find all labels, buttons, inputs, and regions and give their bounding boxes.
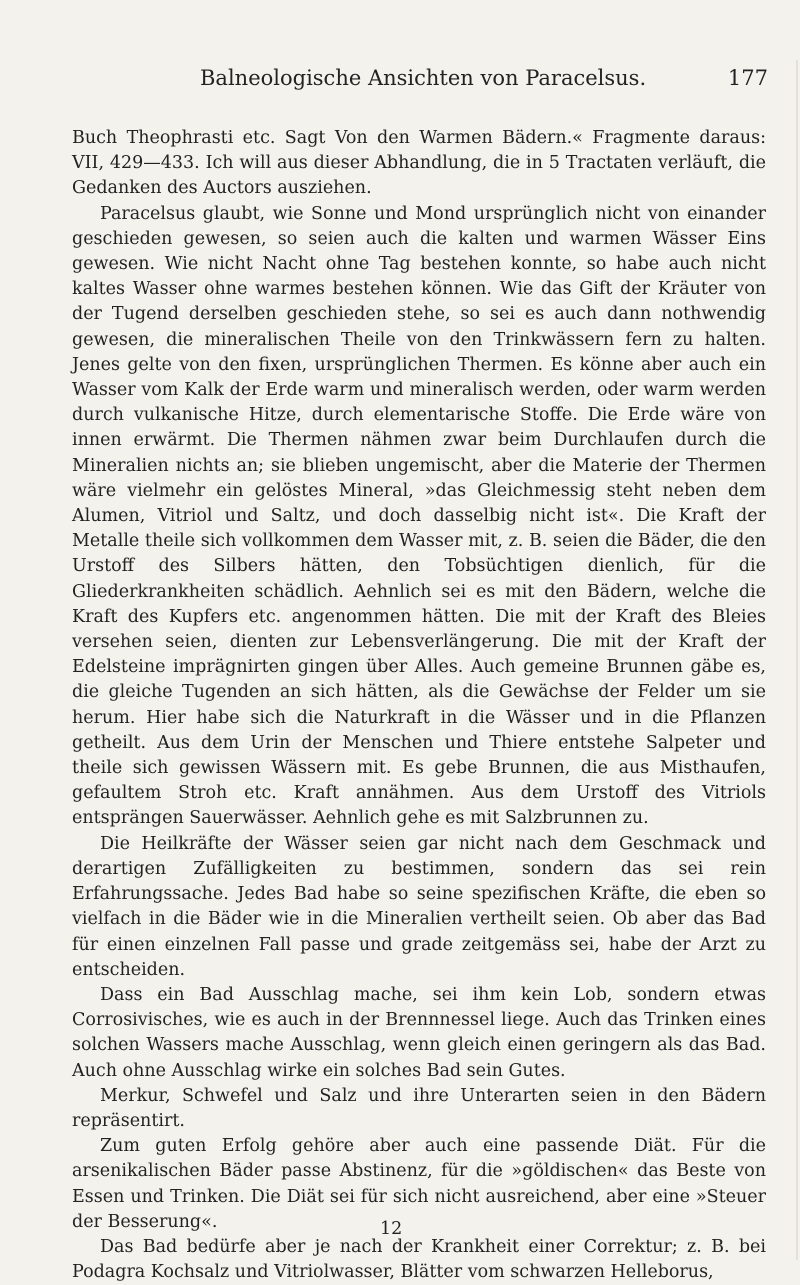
paragraph: Die Heilkräfte der Wässer seien gar nicht nach dem Geschmack und derartigen Zufälligkeiten zu bestimmen, sondern das sei rein Erfahrungssache. Jedes Bad habe so seine spezifischen Kräfte, die eben so vielfach in die Bäder wie in die Mineralien vertheilt seien. Ob aber das Bad für einen einzelnen Fall passe und grade zeitgemäss sei, habe der Arzt zu entscheiden. xyxy=(72,833,766,980)
paragraph: Dass ein Bad Ausschlag mache, sei ihm kein Lob, sondern etwas Corrosivisches, wie es auch in der Brennnessel liege. Auch das Trinken eines solchen Wassers mache Ausschlag, wenn gleich einen geringern als das Bad. Auch ohne Ausschlag wirke ein solches Bad sein Gutes. xyxy=(72,984,766,1081)
paragraph: Paracelsus glaubt, wie Sonne und Mond ursprünglich nicht von einander geschieden gewesen, so seien auch die kalten und warmen Wässer Eins gewesen. Wie nicht Nacht ohne Tag bestehen konnte, so habe auch nicht kaltes Wasser ohne warmes bestehen können. Wie das Gift der Kräuter von der Tugend derselben geschieden stehe, so sei es auch dann nothwendig gewesen, die mineralischen Theile von den Trinkwässern fern zu halten. Jenes gelte von den fixen, ursprünglichen Thermen. Es könne aber auch ein Wasser vom Kalk der Erde warm und mineralisch werden, oder warm werden durch vulkanische Hitze, durch elementarische Stoffe. Die Erde wäre von innen erwärmt. Die Thermen nähmen zwar beim Durchlaufen durch die Mineralien nichts an; sie blieben ungemischt, aber die Materie der Thermen wäre vielmehr ein gelöstes Mineral, »das Gleichmessig steht neben dem Alumen, Vitriol und Saltz, und doch dasselbig nicht ist«. Die Kraft der Metalle theile sich vollkommen dem Wasser mit, z. B. seien die Bäder, die den Urstoff des Silbers hätten, den Tobsüchtigen dienlich, für die Gliederkrankheiten schädlich. Aehnlich sei es mit den Bädern, welche die Kraft des Kupfers etc. angenommen hätten. Die mit der Kraft des Bleies versehen seien, dienten zur Lebensverlängerung. Die mit der Kraft der Edelsteine imprägnirten gingen über Alles. Auch gemeine Brunnen gäbe es, die gleiche Tugenden an sich hätten, als die Gewächse der Felder um sie herum. Hier habe sich die Naturkraft in die Wässer und in die Pflanzen getheilt. Aus dem Urin der Menschen und Thiere entstehe Salpeter und theile sich gewissen Wässern mit. Es gebe Brunnen, die aus Misthaufen, gefaultem Stroh etc. Kraft annähmen. Aus dem Urstoff des Vitriols entsprängen Sauerwässer. Aehnlich gehe es mit Salzbrunnen zu. xyxy=(72,203,766,829)
running-header xyxy=(78,66,768,96)
paragraph: Das Bad bedürfe aber je nach der Krankheit einer Correktur; z. B. bei Podagra Kochsalz und Vitriolwasser, Blätter vom schwarzen Helleborus, xyxy=(72,1236,766,1283)
paragraph: Zum guten Erfolg gehöre aber auch eine passende Diät. Für die arsenikalischen Bäder passe Abstinenz, für die »göldischen« das Beste von Essen und Trinken. Die Diät sei für sich nicht ausreichend, aber eine »Steuer der Besserung«. xyxy=(72,1136,766,1232)
paragraph: Merkur, Schwefel und Salz und ihre Unterarten seien in den Bädern repräsentirt. xyxy=(72,1085,766,1131)
page-edge-shadow xyxy=(796,60,798,1260)
paragraph: Buch Theophrasti etc. Sagt Von den Warmen Bädern.« Fragmente daraus: VII, 429—433. Ich will aus dieser Abhandlung, die in 5 Tractaten verläuft, die Gedanken des Auctors ausziehen. xyxy=(72,128,766,199)
page-number: 177 xyxy=(727,66,768,90)
signature-mark: 12 xyxy=(380,1219,403,1239)
running-title: Balneologische Ansichten von Paracelsus. xyxy=(200,66,647,90)
body-text xyxy=(72,126,766,1285)
